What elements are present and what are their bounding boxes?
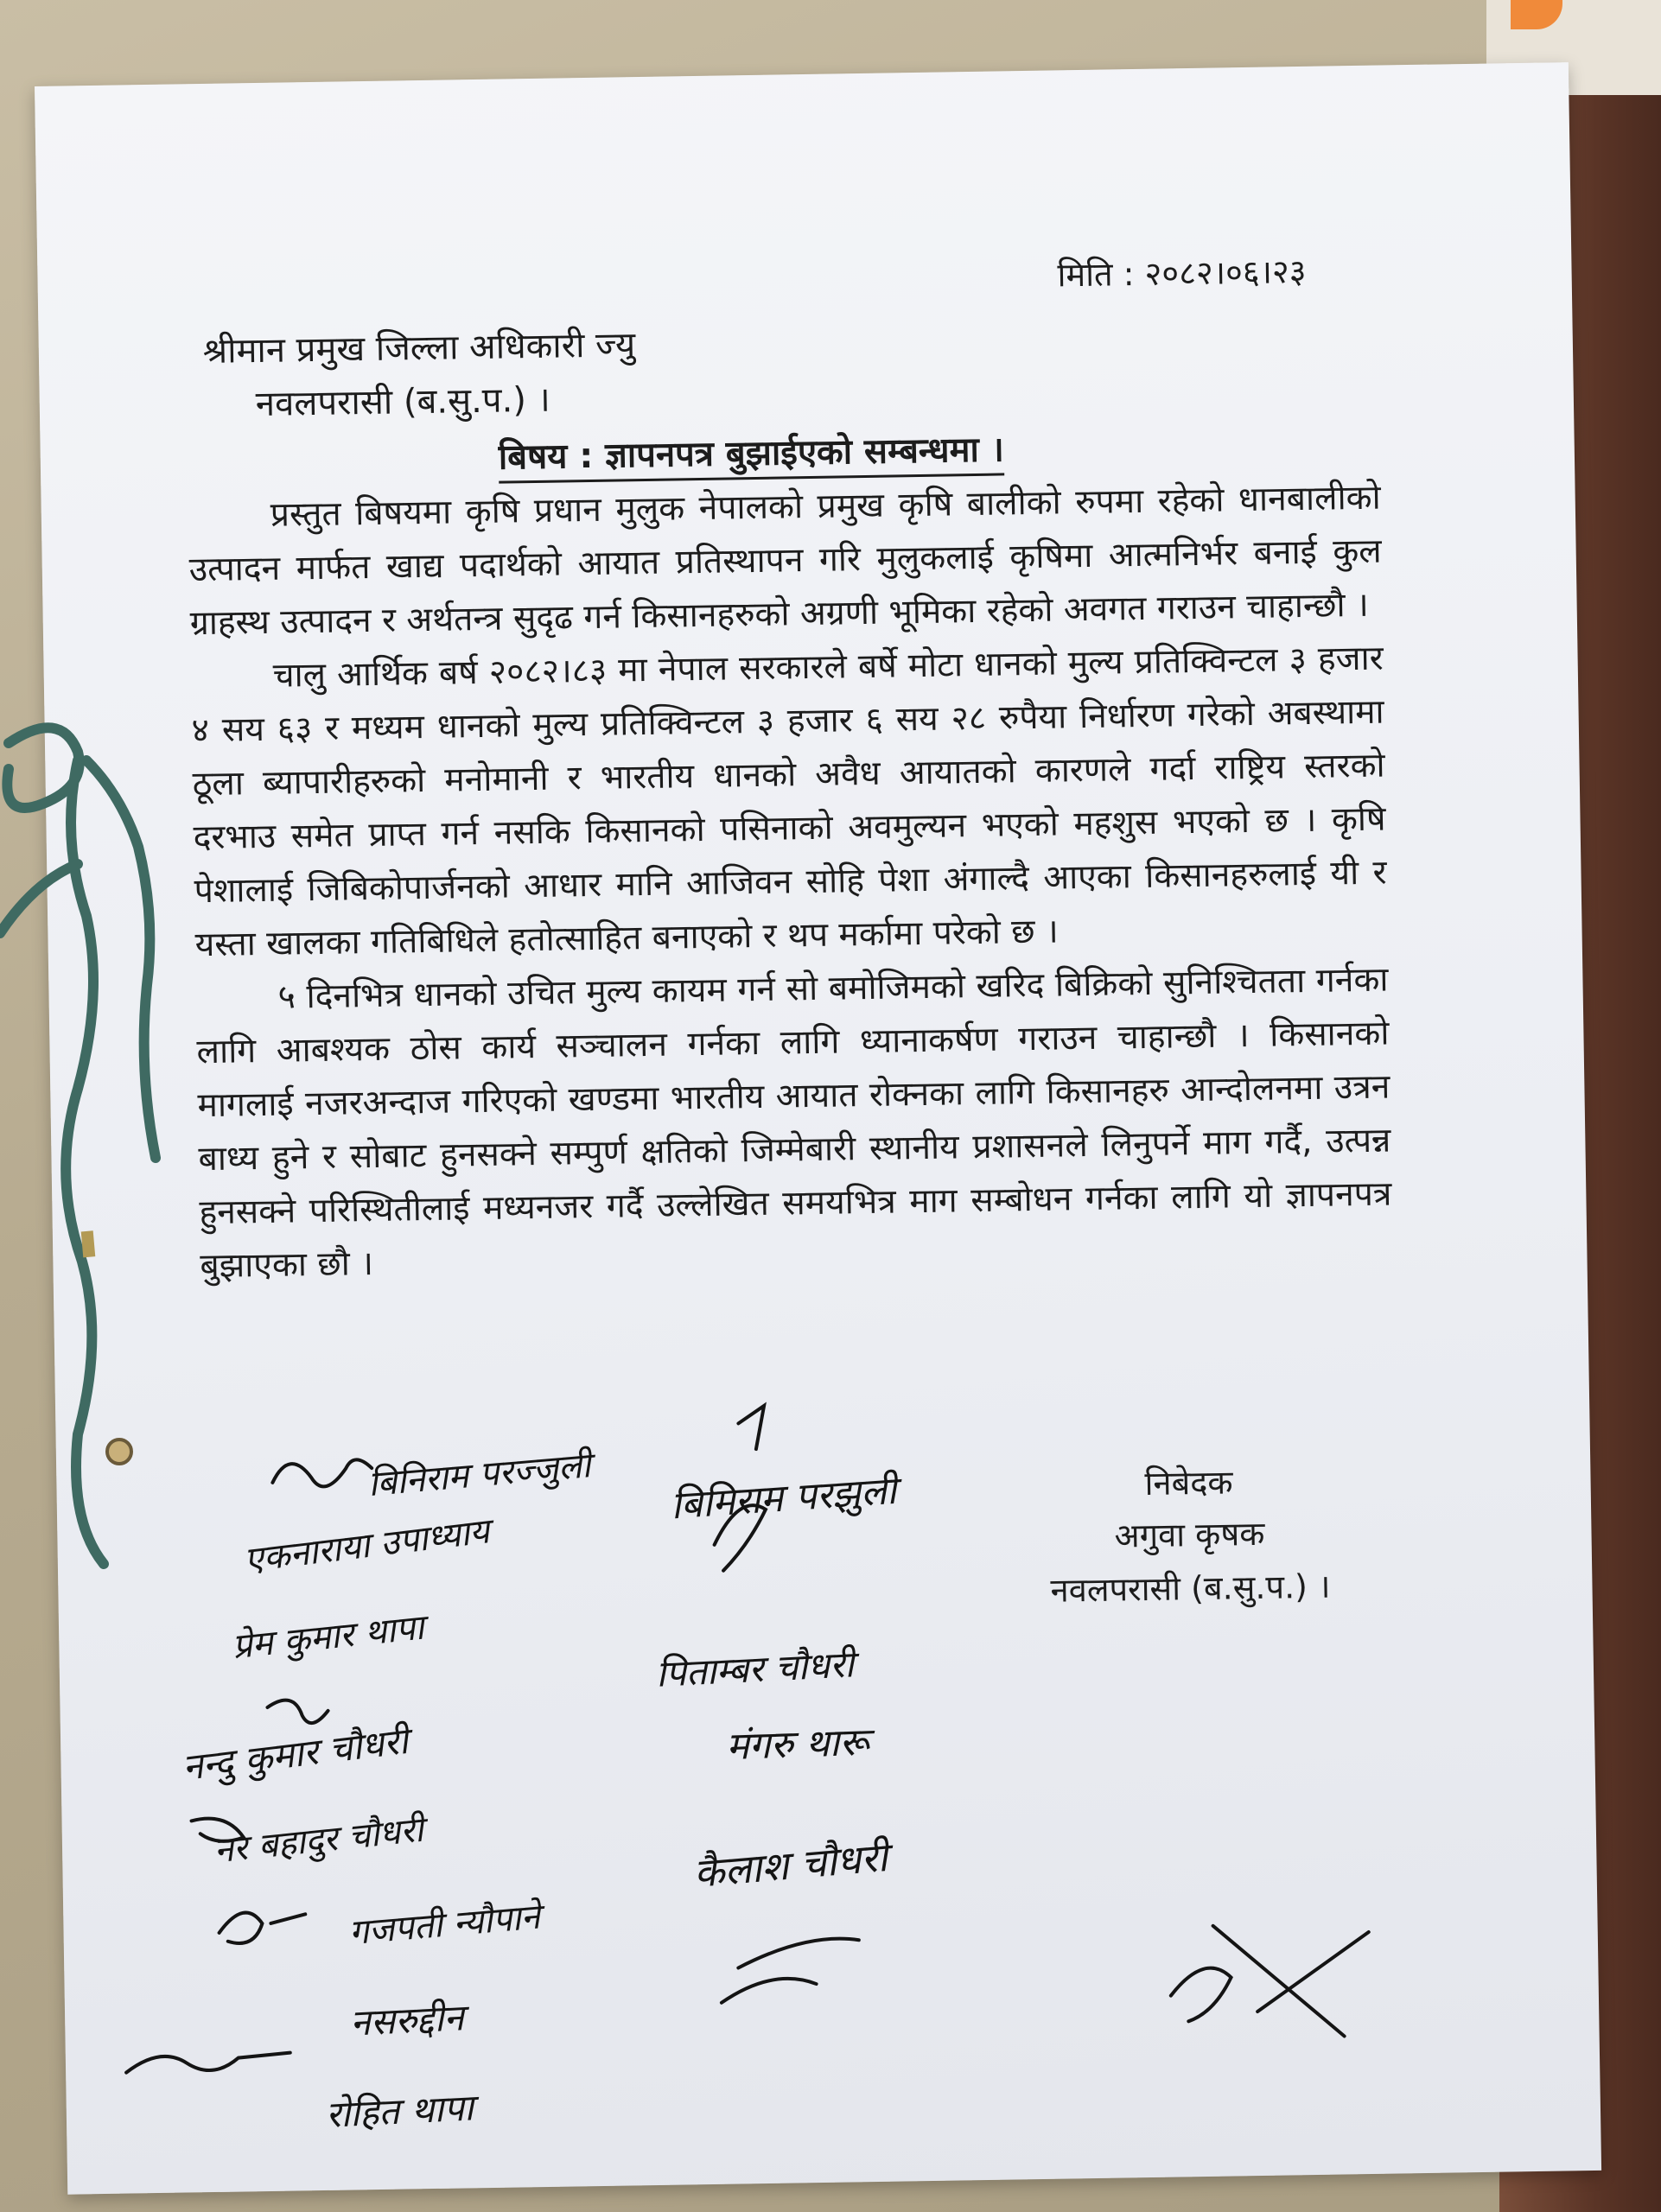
signature-10: गजपती न्यौपाने [347, 1897, 542, 1954]
signature-7: मंगरु थारू [725, 1719, 870, 1770]
signature-11: नसरुद्दीन [349, 1996, 465, 2044]
paragraph-3: ५ दिनभित्र धानको उचित मुल्य कायम गर्न सो बमोजिमको खरिद बिक्रिको सुनिश्चितता गर्नका लागि आबश्यक ठोस कार्य सञ्चालन गर्नका लागि ध्यानाकर्षण गराउन चाहान्छौ । किसानको मागलाई नजरअन्दाज गरिएको खण्डमा भारतीय आयात रोक्नका लागि किसानहरु आन्दोलनमा उत्रन बाध्य हुने र सोबाट हुनसक्ने सम्पुर्ण क्षतिको जिम्मेबारी स्थानीय प्रशासनले लिनुपर्ने माग गर्दै, उत्पन्न हुनसक्ने परिस्थितीलाई मध्यनजर गर्दै उल्लेखित समयभित्र माग सम्बोधन गर्नका लागि यो ज्ञापनपत्र बुझाएका छौ । [196, 960, 1392, 1287]
signature-block-line-2: अगुवा कृषक [1114, 1514, 1265, 1555]
signature-5: पिताम्बर चौधरी [654, 1643, 856, 1695]
addressee-line-1: श्रीमान प्रमुख जिल्ला अधिकारी ज्यु [202, 325, 636, 372]
signature-2: एकनाराया उपाध्याय [242, 1511, 492, 1581]
paragraph-2: चालु आर्थिक बर्ष २०८२।८३ मा नेपाल सरकारले बर्षे मोटा धानको मुल्य प्रतिक्विन्टल ३ हजार ४ सय ६३ र मध्यम धानको मुल्य प्रतिक्विन्टल ३ हजार ६ सय २८ रुपैया निर्धारण गरेको अबस्थामा ठूला ब्यापारीहरुको मनोमानी र भारतीय धानको अवैध आयातको कारणले गर्दा राष्ट्रिय स्तरको दरभाउ समेत प्राप्त गर्न नसकि किसानको पसिनाको अवमुल्यन भएको महशुस भएको छ । कृषि पेशालाई जिबिकोपार्जनको आधार मानि आजिवन सोहि पेशा अंगाल्दै आएका किसानहरुलाई यी र यस्ता खालका गतिबिधिले हतोत्साहित बनाएको र थप मर्कामा परेको छ । [191, 639, 1387, 965]
signature-4: प्रेम कुमार थापा [230, 1607, 426, 1668]
signature-12: रोहित थापा [324, 2086, 475, 2136]
signature-9: कैलाश चौधरी [691, 1834, 889, 1897]
signature-block-line-3: नवलपरासी (ब.सु.प.) । [1050, 1567, 1331, 1610]
signature-1: बिनिराम परज्जुली [366, 1446, 593, 1505]
subject-line: बिषय : ज्ञापनपत्र बुझाईएको सम्बन्धमा । [498, 423, 1004, 483]
addressee-line-2: नवलपरासी (ब.सु.प.) । [255, 379, 551, 425]
signature-6: नन्दु कुमार चौधरी [180, 1719, 410, 1789]
date-line: मिति : २०८२।०६।२३ [1057, 251, 1307, 295]
signature-block-line-1: निबेदक [1144, 1463, 1233, 1503]
signature-8: नर बहादुर चौधरी [212, 1809, 425, 1872]
signature-3: बिमिराम परझुली [669, 1468, 898, 1529]
paragraph-1: प्रस्तुत बिषयमा कृषि प्रधान मुलुक नेपालको प्रमुख कृषि बालीको रुपमा रहेको धानबालीको उत्पादन मार्फत खाद्य पदार्थको आयात प्रतिस्थापन गरि मुलुकलाई कृषिमा आत्मनिर्भर बनाई कुल ग्राहस्थ उत्पादन र अर्थतन्त्र सुदृढ गर्न किसानहरुको अग्रणी भूमिका रहेको अवगत गराउन चाहान्छौ । [188, 478, 1382, 644]
